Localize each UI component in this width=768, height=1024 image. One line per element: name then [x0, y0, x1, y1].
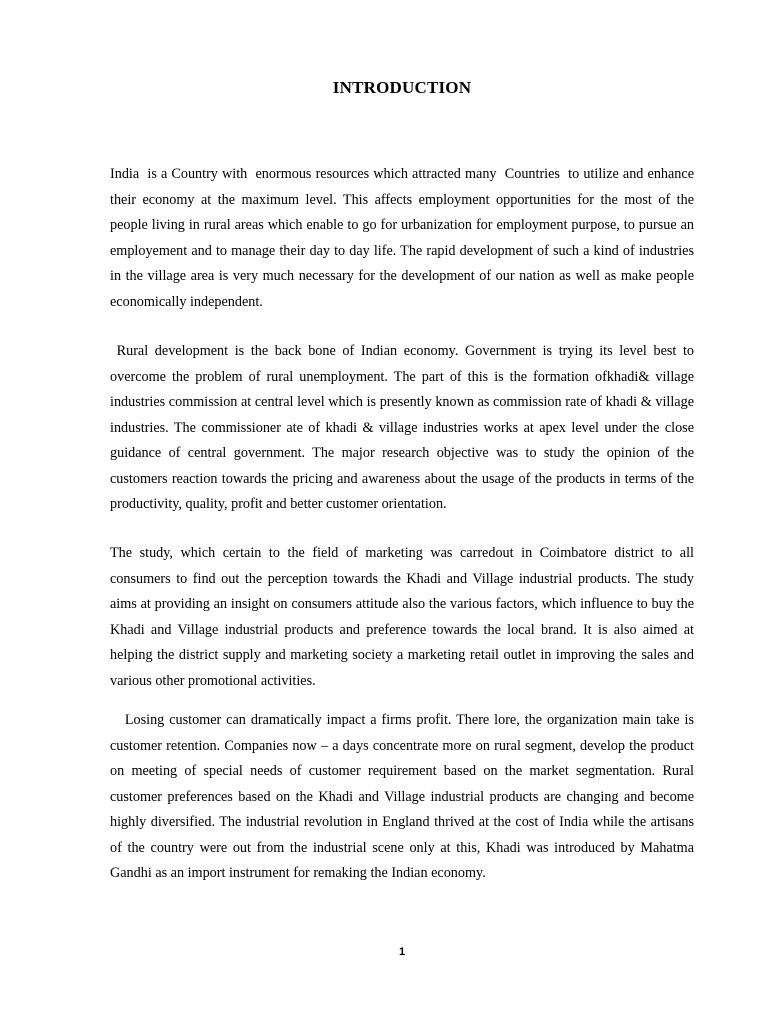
paragraph-4: Losing customer can dramatically impact a firms profit. There lore, the organization main take is customer retention. Companies now – a days concentrate more on rural segment, develop the product on meeting of special needs of customer requirement based on the market segmentation. Rural customer preferences based on the Khadi and Village industrial products are changing and become highly diversified. The industrial revolution in England thrived at the cost of India while the artisans of the country were out from the industrial scene only at this, Khadi was introduced by Mahatma Gandhi as an import instrument for remaking the Indian economy. [110, 712, 698, 881]
paragraph-2: Rural development is the back bone of Indian economy. Government is trying its level best to overcome the problem of rural unemployment. The part of this is the formation ofkhadi& village industries commission at central level which is presently known as commission rate of khadi & village industries. The commissioner ate of khadi & village industries works at apex level under the close guidance of central government. The major research objective was to study the opinion of the customers reaction towards the pricing and awareness about the usage of the products in terms of the productivity, quality, profit and better customer orientation. [110, 343, 698, 512]
paragraph-3: The study, which certain to the field of marketing was carredout in Coimbatore district to all consumers to find out the perception towards the Khadi and Village industrial products. The study aims at providing an insight on consumers attitude also the various factors, which influence to buy the Khadi and Village industrial products and preference towards the local brand. It is also aimed at helping the district supply and marketing society a marketing retail outlet in improving the sales and various other promotional activities. [110, 545, 698, 689]
paragraph-1: India is a Country with enormous resources which attracted many Countries to utilize and enhance their economy at the maximum level. This affects employment opportunities for the most of the people living in rural areas which enable to go for urbanization for employment purpose, to pursue an employement and to manage their day to day life. The rapid development of such a kind of industries in the village area is very much necessary for the development of our nation as well as make people economically independent. [110, 166, 698, 310]
page-title: INTRODUCTION [332, 78, 472, 97]
page-number: 1 [398, 946, 406, 958]
